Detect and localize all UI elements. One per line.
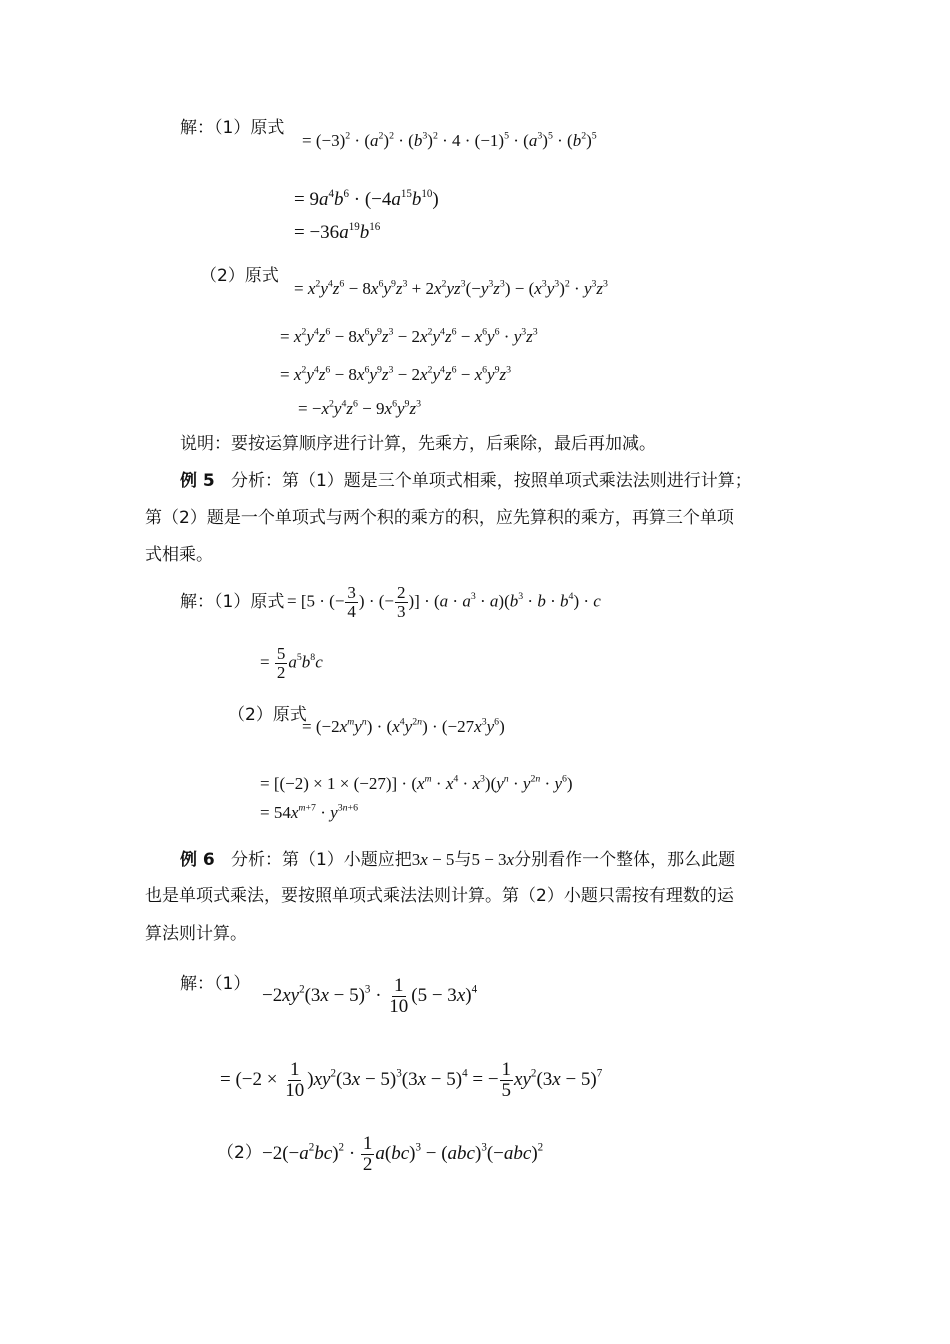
equation-line: = $\frac{5}{2}$ $a^5b^8c$ xyxy=(260,644,323,682)
equation-line: = $54x^{m+7} \cdot y^{3n+6}$ xyxy=(260,802,359,822)
analysis-text: 式相乘。 xyxy=(145,545,213,565)
equation-line: = $-x^2y^4z^6 - 9x^6y^9z^3$ xyxy=(298,398,421,418)
equation-line: = $9a^4b^6 \cdot (-4a^{15}b^{10})$ xyxy=(294,187,439,210)
equation-line: = $x^2y^4z^6 - 8x^6y^9z^3 + 2x^2yz^3(-y^3z^3) - (x^3y^3)^2 \cdot y^3z^3$ xyxy=(294,278,608,298)
solution-label: （2）原式 xyxy=(228,705,307,725)
equation-line: = $-36a^{19}b^{16}$ xyxy=(294,220,381,243)
analysis-text: 也是单项式乘法，要按照单项式乘法法则计算。第（2）小题只需按有理数的运 xyxy=(145,886,734,906)
equation-line: = $[(-2) \times 1 \times (-27)] \cdot (x^m \cdot x^4 \cdot x^3)(y^n \cdot y^{2n} \cdot y^6)$ xyxy=(260,773,573,793)
analysis-text: 算法则计算。 xyxy=(145,924,247,944)
equation-line: $-2(-a^2bc)^2$ · $\frac{1}{2}$ $a(bc)^3 - (abc)^3(-abc)^2$ xyxy=(262,1133,544,1175)
solution-label: 解：（1） xyxy=(180,974,251,994)
solution-label: （2）原式 xyxy=(200,266,279,286)
analysis-text: 分别看作一个整体，那么此题 xyxy=(514,850,736,870)
analysis-text: 与 xyxy=(454,850,472,870)
solution-label: （2） xyxy=(217,1143,262,1163)
example-6-label: 例 6 xyxy=(180,850,215,870)
solution-1-block xyxy=(180,120,284,137)
example-5-analysis xyxy=(180,473,752,490)
example-6-analysis: 例 6 分析：第（1）小题应把3x − 5与5 − 3x分别看作一个整体，那么此题 xyxy=(180,850,736,870)
analysis-text: 分析：第（1）小题应把 xyxy=(230,850,412,870)
equation-line: = $x^2y^4z^6 - 8x^6y^9z^3 - 2x^2y^4z^6 - x^6y^6 \cdot y^3z^3$ xyxy=(280,326,538,346)
equation-line: $-2xy^2(3x - 5)^3$ · $\frac{1}{10}$ $(5 - 3x)^4$ xyxy=(262,975,478,1017)
equation-line: = $(-3)^2 \cdot (a^2)^2 \cdot (b^3)^2 \cdot 4 \cdot (-1)^5 \cdot (a^3)^5 \cdot (b^2)^5$ xyxy=(302,130,597,150)
equation-line: = (−2 × $\frac{1}{10}$ )$xy^2(3x - 5)^3(3x - 5)^4$ = − $\frac{1}{5}$ $xy^2(3x - 5)^7$ xyxy=(220,1059,603,1101)
note-text: 说明：要按运算顺序进行计算，先乘方，后乘除，最后再加减。 xyxy=(180,434,656,454)
example-5-label: 例 5 xyxy=(180,471,215,491)
analysis-text: 第（2）题是一个单项式与两个积的乘方的积，应先算积的乘方，再算三个单项 xyxy=(145,508,734,528)
solution-label: 解：（1）原式 xyxy=(180,118,285,138)
equation-line: = $x^2y^4z^6 - 8x^6y^9z^3 - 2x^2y^4z^6 - x^6y^9z^3$ xyxy=(280,364,512,384)
analysis-text: 分析：第（1）题是三个单项式相乘，按照单项式乘法法则进行计算； xyxy=(230,471,752,491)
equation-line: = $(-2x^my^n) \cdot (x^4y^{2n}) \cdot (-27x^3y^6)$ xyxy=(302,716,505,736)
solution-label: 解：（1）原式 xyxy=(180,592,285,612)
equation-line: = [5 · (− $\frac{3}{4}$ ) · (− $\frac{2}{3}$ )] · $(a \cdot a^3 \cdot a)(b^3 \cdot b \cdot b^4) \cdot c$ xyxy=(287,583,601,621)
